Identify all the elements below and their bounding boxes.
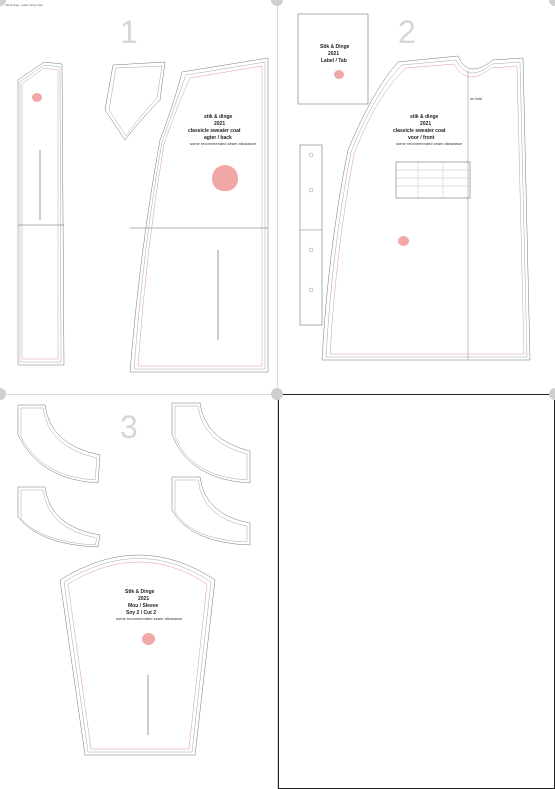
- page-number: 1: [120, 14, 138, 50]
- sleeve-note: some recommended seam allowance: [116, 616, 183, 621]
- label-line1: Stik & Dinge: [320, 44, 350, 50]
- front-note: some recommended seam allowance: [396, 141, 463, 146]
- page-number: 2: [398, 14, 416, 50]
- front-title-2: 2021: [420, 121, 432, 127]
- page-number: 3: [120, 409, 138, 445]
- back-title-4: agter / back: [204, 135, 232, 141]
- brand-heart-logo: [142, 633, 155, 645]
- fold-label: on fold: [470, 96, 483, 101]
- pattern-pieces-page-1: [0, 0, 277, 394]
- front-title-3: classicle sweater coat: [393, 128, 446, 134]
- pattern-page-3: [0, 395, 278, 789]
- back-title-3: classicle sweater coat: [188, 128, 241, 134]
- back-note: some recommended seam allowance: [190, 141, 257, 146]
- pattern-pieces-page-3: [0, 395, 277, 789]
- pattern-page-2: [278, 0, 555, 395]
- sleeve-title-2: 2021: [138, 596, 150, 602]
- sleeve-title-1: Stik & Dinge: [125, 589, 155, 595]
- back-title-2: 2021: [214, 121, 226, 127]
- alignment-dot: [271, 388, 283, 400]
- label-line3: Label / Tab: [321, 58, 347, 64]
- pattern-page-4-empty: [278, 394, 555, 789]
- front-title-4: voor / front: [408, 135, 435, 141]
- back-title-1: stik & dinge: [204, 114, 233, 120]
- front-title-1: stik & dinge: [410, 114, 439, 120]
- brand-heart-logo: [212, 165, 238, 191]
- alignment-dot: [549, 388, 555, 400]
- brand-heart-logo: [398, 236, 409, 246]
- pattern-pieces-page-2: [278, 0, 555, 394]
- brand-heart-logo-label: [334, 70, 344, 79]
- sleeve-title-4: Sny 2 / Cut 2: [126, 610, 157, 616]
- label-line2: 2021: [328, 51, 340, 57]
- tiling-instructions: Stik & Dinge · pattern tiling notes: [5, 4, 43, 7]
- pattern-page-1: [0, 0, 278, 395]
- sleeve-title-3: Mou / Sleeve: [128, 603, 159, 609]
- brand-heart-logo-small: [32, 93, 42, 102]
